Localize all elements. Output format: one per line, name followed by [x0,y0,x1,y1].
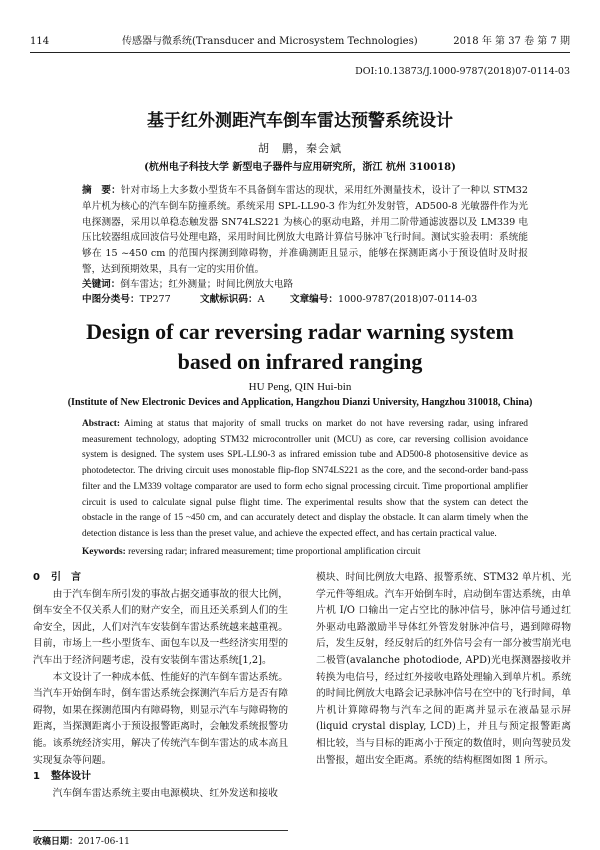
keywords-chinese [82,277,528,292]
section-number: 0 [33,572,40,583]
article-number [290,292,477,307]
keywords-label-english: Keywords: [82,547,126,557]
affiliation-chinese: (杭州电子科技大学 新型电子器件与应用研究所，浙江 杭州 310018) [144,162,456,173]
affiliation-english: (Institute of New Electronic Devices and Application, Hangzhou Dianzi University, Hangzhou 310018, China) [67,397,533,408]
authors-chinese: 胡 鹏，秦会斌 [258,142,342,155]
section-title: 引 言 [51,572,81,583]
abstract-label-english: Abstract: [82,419,121,429]
abstract-text-english: Aiming at status that majority of small trucks on market do not have reversing radar, using infrared measurement technology, adopting STM32 microcontroller unit (MCU) as core, car reversing collision avoidance system is designed. The system uses SPL-LL90-3 as infrared emission tube and AD500-8 photosensitive device as photodetector. The driving circuit uses monostable flip-flop SN74LS221 as the core, and the second-order band-pass filter and the LM339 voltage comparator are used to form echo signal processing circuit. Time proportional amplifier circuit is used to calculate signal pulse flight time. The experimental results show that the system can detect the obstacle in the range of 15 ~450 cm, and can accurately detect and display the obstacle. It can alarm timely when the detection distance is less than the preset value, and achieve the expected effect, and has certain practical value. [82,419,528,539]
received-label: 收稿日期： [33,837,79,847]
journal-name: 传感器与微系统(Transducer and Microsystem Technologies) [122,36,418,47]
clc-value: TP277 [139,294,171,305]
paragraph: 本文设计了一种成本低、性能好的汽车倒车雷达系统。当汽车开始倒车时，倒车雷达系统会探测汽车后方是否有障碍物，如果在探测范围内有障碍物，则显示汽车与障碍物的距离，当探测距离小于预设报警距离时，会触发系统报警功能。该系统经济实用，解决了传统汽车倒车雷达的成本高且实现复杂等问题。 [33,671,288,766]
section-heading-introduction [33,570,288,587]
article-no-label: 文章编号： [290,294,338,305]
abstract-english [82,417,528,543]
doc-code-value: A [257,294,265,305]
footnote-rule [33,830,288,831]
doc-code-label: 文献标识码： [200,294,258,305]
keywords-english [82,545,528,560]
section-title: 整体设计 [51,771,91,783]
body-column-left [33,570,288,802]
clc-label: 中图分类号： [82,294,140,305]
abstract-label-chinese: 摘 要： [82,185,121,196]
issue-info: 2018 年 第 37 卷 第 7 期 [453,36,570,47]
title-chinese: 基于红外测距汽车倒车雷达预警系统设计 [147,111,453,131]
keywords-text-chinese: 倒车雷达；红外测量；时间比例放大电路 [120,279,294,290]
section-number: 1 [33,771,40,783]
keywords-label-chinese: 关键词： [82,279,121,290]
body-column-right [316,570,571,769]
title-english-line1: Design of car reversing radar warning system [86,319,514,344]
keywords-text-english: reversing radar; infrared measurement; time proportional amplification circuit [125,547,421,557]
header-rule [30,52,570,53]
doi: DOI:10.13873/J.1000-9787(2018)07-0114-03 [355,66,570,77]
title-english [0,317,600,377]
section-heading-overall-design [33,769,288,786]
article-no-value: 1000-9787(2018)07-0114-03 [337,294,478,305]
abstract-text-chinese: 针对市场上大多数小型货车不具备倒车雷达的现状，采用红外测量技术，设计了一种以 STM32 单片机为核心的汽车倒车防撞系统。系统采用 SPL-LL90-3 作为红外发射管，AD500-8 光敏器件作为光电探测器，采用以单稳态触发器 SN74LS221 为核心的驱动电路，并用二阶带通滤波器以及 LM339 电压比较器组成回波信号处理电路，采用时间比例放大电路计算信号脉冲飞行时间。测试实验表明：系统能够在 15 ~450 cm 的范围内探测到障碍物，并准确测距且显示，能够在探测距离小于预设值时及时报警，达到预期效果，具有一定的实用价值。 [82,185,528,275]
document-code [200,292,265,307]
received-value: 2017-06-11 [78,837,130,847]
authors-english: HU Peng, QIN Hui-bin [248,381,352,393]
abstract-chinese [82,183,528,278]
running-header [30,34,570,50]
page-number: 114 [30,36,50,47]
received-date [33,834,130,847]
clc-number [82,292,171,307]
paragraph: 由于汽车倒车所引发的事故占据交通事故的很大比例，倒车安全不仅关系人们的财产安全，而且还关系到人们的生命安全，因此，人们对汽车安装倒车雷达系统越来越重视。目前，市场上一些小型货车、面包车以及一些经济实用型的汽车出于经济问题考虑，没有安装倒车雷达系统[1,2]。 [33,588,288,666]
paragraph: 汽车倒车雷达系统主要由电源模块、红外发送和接收 [52,787,278,799]
paragraph: 模块、时间比例放大电路、报警系统、STM32 单片机、光学元件等组成。汽车开始倒车时，启动倒车雷达系统，由单片机 I/O 口输出一定占空比的脉冲信号，脉冲信号通过红外驱动电路激励半导体红外管发射脉冲信号，遇到障碍物后，发生反射，经反射后的红外信号会有一部分被雪崩光电二极管(avalanche photodiode, APD)光电探测器接收并转换为电信号，经过红外接收电路处理输入到单片机。系统的时间比例放大电路会记录脉冲信号在空中的飞行时间，单片机计算障碍物与汽车之间的距离并显示在液晶显示屏(liquid crystal display, LCD)上，并且与预定报警距离相比较，当与目标的距离小于预定的数值时，则向驾驶员发出警报，超出安全距离。系统的结构框图如图 1 所示。 [316,572,571,766]
title-english-line2: based on infrared ranging [177,349,423,374]
